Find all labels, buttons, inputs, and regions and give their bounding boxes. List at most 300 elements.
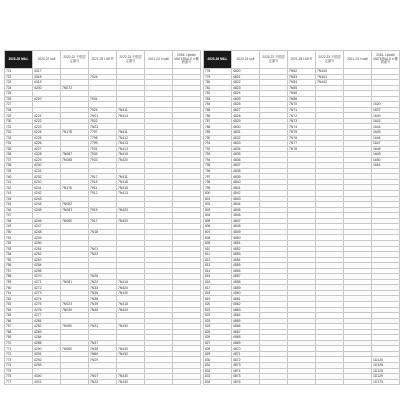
left-table-cell: 728 — [5, 107, 33, 113]
right-table-cell: 4865 — [232, 318, 260, 324]
left-table-cell: 7N412 — [117, 135, 145, 141]
right-table-cell: 4842 — [232, 191, 260, 197]
left-table-cell: 734 — [5, 141, 33, 147]
left-table-cell: 748 — [5, 218, 33, 224]
right-table-cell — [260, 379, 288, 385]
left-table-cell: 721 — [5, 69, 33, 75]
right-table-cell: 778 — [204, 69, 232, 75]
left-table-cell: 4251 — [33, 246, 61, 252]
left-table-cell: 7911 — [89, 185, 117, 191]
left-table-cell: 7912 — [89, 191, 117, 197]
right-table-cell: 4850 — [232, 235, 260, 241]
right-table-cell: 4824 — [232, 91, 260, 97]
right-table-cell: 815 — [204, 274, 232, 280]
left-table-cell: 4250 — [33, 240, 61, 246]
left-table-cell: 4291 — [33, 351, 61, 357]
right-table-cell: 4852 — [232, 246, 260, 252]
right-table-cell: 780 — [204, 80, 232, 86]
left-table-cell: 4221 — [33, 113, 61, 119]
right-table-cell: 4849 — [232, 229, 260, 235]
left-table-cell: 4285 — [33, 340, 61, 346]
left-table-cell: 742 — [5, 185, 33, 191]
left-table-cell: 749 — [5, 224, 33, 230]
left-table-cell: 4200 — [33, 85, 61, 91]
left-table-cell: 747 — [5, 213, 33, 219]
right-table-cell: 816 — [204, 279, 232, 285]
right-table-cell: 790 — [204, 135, 232, 141]
left-table-cell: 4243 — [33, 196, 61, 202]
left-table-cell: 4255 — [33, 268, 61, 274]
left-table-cell: 7797 — [89, 130, 117, 136]
left-table-cell: 4274 — [33, 296, 61, 302]
right-table-header-row — [204, 51, 400, 69]
left-table-cell: 7N36 — [89, 290, 117, 296]
left-table-cell: 7N080 — [61, 346, 89, 352]
left-table-header-row — [5, 51, 201, 69]
left-table-cell: 4318 — [33, 74, 61, 80]
left-table-cell: 7N420 — [117, 285, 145, 291]
left-table-cell: 7932 — [89, 152, 117, 158]
left-header-cell: 2020-22 soft — [33, 51, 61, 69]
right-table-cell: 4848 — [232, 224, 260, 230]
right-table-cell: 811 — [204, 252, 232, 258]
right-table-cell: 4838 — [232, 168, 260, 174]
right-table-cell: 813 — [204, 263, 232, 269]
right-table-cell: 794 — [204, 157, 232, 163]
right-table-cell: 4846 — [232, 213, 260, 219]
right-table-cell: 4869 — [232, 340, 260, 346]
right-table-cell: 799 — [204, 185, 232, 191]
right-table-cell: 7N71 — [288, 107, 316, 113]
right-header-cell: 2020-22 soft — [232, 51, 260, 69]
right-table-cell: 831 — [204, 362, 232, 368]
left-table-cell: 7N430 — [117, 290, 145, 296]
left-table-cell: 730 — [5, 118, 33, 124]
left-table-cell: 7924 — [89, 107, 117, 113]
left-table-cell: 7N420 — [117, 307, 145, 313]
right-table-cell: 796 — [204, 168, 232, 174]
left-table-cell: 775 — [5, 368, 33, 374]
right-table-cell: 814 — [204, 268, 232, 274]
left-table-cell: 735 — [5, 146, 33, 152]
left-table-cell: 4253 — [33, 257, 61, 263]
left-table-cell: 7N411 — [117, 130, 145, 136]
left-table-cell: 4319 — [33, 80, 61, 86]
right-table-cell: 829 — [204, 351, 232, 357]
right-table-cell: 4835 — [232, 152, 260, 158]
left-table-cell: 7N411 — [117, 107, 145, 113]
right-table-cell: 783 — [204, 96, 232, 102]
left-table-cell: 4230 — [33, 163, 61, 169]
left-table-cell: 7N081 — [61, 279, 89, 285]
left-table-cell: 4220 — [33, 96, 61, 102]
left-table-cell: 741 — [5, 179, 33, 185]
right-table-cell: 1D126 — [372, 362, 400, 368]
left-table-cell: 7N413 — [117, 113, 145, 119]
left-table-cell: 4273 — [33, 290, 61, 296]
right-header-cell: 2021-25 LIGHT — [288, 51, 316, 69]
left-table-cell: 769 — [5, 335, 33, 341]
right-table-cell: 4871 — [232, 351, 260, 357]
right-table-cell: 4831 — [232, 130, 260, 136]
right-table-cell: 4823 — [232, 85, 260, 91]
right-table-cell: 7N56 — [288, 91, 316, 97]
left-table-cell: 7N419 — [117, 152, 145, 158]
right-table-cell: 4833 — [232, 141, 260, 147]
left-table-cell: 4231 — [33, 168, 61, 174]
right-table-cell: 800 — [204, 191, 232, 197]
right-table-cell: 4820 — [232, 69, 260, 75]
left-table-cell: 7N420 — [117, 157, 145, 163]
right-table-cell: 4834 — [232, 146, 260, 152]
right-table-cell: 1646 — [372, 135, 400, 141]
left-header-cell: 2023-26 MILL — [5, 51, 33, 69]
right-table-cell: 807 — [204, 229, 232, 235]
left-table-cell: 723 — [5, 80, 33, 86]
right-table-cell: 793 — [204, 152, 232, 158]
left-table-cell: 766 — [5, 318, 33, 324]
right-table-cell: 4830 — [232, 124, 260, 130]
left-table-cell: 4300 — [33, 374, 61, 380]
left-table-cell: 7798 — [89, 135, 117, 141]
left-table-cell: 7N083 — [61, 207, 89, 213]
right-table-cell: 4862 — [232, 301, 260, 307]
left-table-cell: 4224 — [33, 130, 61, 136]
right-table-cell: 4873 — [232, 362, 260, 368]
right-table-cell: 822 — [204, 313, 232, 319]
right-table-cell: 4854 — [232, 257, 260, 263]
right-table-cell: 1620 — [372, 102, 400, 108]
left-table-cell: 4275 — [33, 301, 61, 307]
left-table-cell: 7915 — [89, 207, 117, 213]
right-table-cell: 789 — [204, 130, 232, 136]
left-table-cell: 4292 — [33, 357, 61, 363]
left-table-cell: 7N176 — [61, 185, 89, 191]
right-table-cell: 830 — [204, 357, 232, 363]
right-table-cell: 4856 — [232, 268, 260, 274]
left-table-cell: 7N087 — [61, 152, 89, 158]
right-table-cell: 7N70 — [288, 102, 316, 108]
left-table-cell: 7N26 — [89, 274, 117, 280]
left-table-cell: 724 — [5, 85, 33, 91]
right-table-row — [204, 379, 400, 385]
right-table-cell: 7N54 — [288, 80, 316, 86]
left-table-cell: 7N420 — [117, 218, 145, 224]
right-table-cell: 804 — [204, 213, 232, 219]
left-table — [4, 50, 201, 385]
right-table-cell: 7N53 — [288, 74, 316, 80]
left-table-cell: 750 — [5, 229, 33, 235]
right-table-cell: 4825 — [232, 96, 260, 102]
left-table-cell: 7N07 — [89, 374, 117, 380]
right-table-cell: 787 — [204, 118, 232, 124]
left-table-cell: 4226 — [33, 141, 61, 147]
right-table-cell: 4858 — [232, 279, 260, 285]
right-table-cell: 779 — [204, 74, 232, 80]
left-table-cell: 7N430 — [117, 324, 145, 330]
right-table-cell: 4832 — [232, 135, 260, 141]
left-table-cell: 759 — [5, 279, 33, 285]
right-table-cell: 826 — [204, 335, 232, 341]
right-table-cell: 791 — [204, 141, 232, 147]
left-table-cell: 762 — [5, 296, 33, 302]
right-table-cell: 4836 — [232, 157, 260, 163]
left-table-cell: 7N416 — [117, 279, 145, 285]
left-table-cell: 758 — [5, 274, 33, 280]
right-table-cell: 832 — [204, 368, 232, 374]
right-table-cell: 810 — [204, 246, 232, 252]
right-table-cell: 4826 — [232, 102, 260, 108]
left-table-cell: 7N072 — [61, 85, 89, 91]
left-table-cell: 732 — [5, 130, 33, 136]
right-table-cell: 7N74 — [288, 124, 316, 130]
right-table-cell: 4857 — [232, 274, 260, 280]
right-table-cell: 824 — [204, 324, 232, 330]
left-header-cell: 2020-22 不燃認定番号 — [61, 51, 89, 69]
left-table-cell: 756 — [5, 263, 33, 269]
left-table-cell: 752 — [5, 240, 33, 246]
right-table-cell: 1651 — [372, 163, 400, 169]
right-table-cell: 817 — [204, 285, 232, 291]
left-table-cell: 754 — [5, 252, 33, 258]
left-table-cell: 776 — [5, 374, 33, 380]
left-table-cell: 7N418 — [117, 301, 145, 307]
right-table-cell: 806 — [204, 224, 232, 230]
right-table-cell: 785 — [204, 107, 232, 113]
left-table-cell: 4252 — [33, 252, 61, 258]
left-table-cell: 7N29 — [89, 357, 117, 363]
left-header-cell: 2022-23 不燃認定番号 — [117, 51, 145, 69]
left-table-cell: 7N38 — [89, 296, 117, 302]
left-table-cell: 4270 — [33, 274, 61, 280]
right-table-cell: 812 — [204, 257, 232, 263]
right-table-cell: 820 — [204, 301, 232, 307]
right-table-cell: 4876 — [232, 379, 260, 385]
left-table-cell: 7N023 — [61, 301, 89, 307]
right-table-cell: 4821 — [232, 74, 260, 80]
left-table-cell: 4254 — [33, 263, 61, 269]
left-table-cell: 4245 — [33, 207, 61, 213]
left-table-cell: 765 — [5, 313, 33, 319]
left-table-cell: 4249 — [33, 235, 61, 241]
right-table-cell: 1650 — [372, 157, 400, 163]
left-table-cell: 7N39 — [89, 301, 117, 307]
left-table-cell: 4241 — [33, 185, 61, 191]
left-table-cell: 4232 — [33, 174, 61, 180]
right-table-cell: 827 — [204, 340, 232, 346]
left-table-cell: 763 — [5, 301, 33, 307]
right-table-cell: 4867 — [232, 329, 260, 335]
right-table-cell: 4853 — [232, 252, 260, 258]
left-table-cell: 764 — [5, 307, 33, 313]
right-table-cell: 4874 — [232, 368, 260, 374]
left-table-cell: 4283 — [33, 329, 61, 335]
right-table-cell: 801 — [204, 196, 232, 202]
right-table-cell — [316, 379, 344, 385]
right-table-cell — [288, 379, 316, 385]
left-table-cell: 7799 — [89, 141, 117, 147]
left-table-cell — [173, 379, 201, 385]
left-table-cell: 7933 — [89, 157, 117, 163]
left-table-cell: 7N430 — [117, 346, 145, 352]
left-table-cell: 768 — [5, 329, 33, 335]
left-table-cell: 4228 — [33, 152, 61, 158]
right-table-cell: 805 — [204, 218, 232, 224]
right-table-cell: 7N442 — [316, 80, 344, 86]
left-table-cell: 7922 — [89, 118, 117, 124]
left-table-cell: 4271 — [33, 279, 61, 285]
left-table-cell: 7931 — [89, 96, 117, 102]
right-table-cell: 7N75 — [288, 130, 316, 136]
left-table-cell: 4317 — [33, 69, 61, 75]
right-table-cell — [344, 379, 372, 385]
right-table-cell: 1647 — [372, 141, 400, 147]
right-table-cell: 4829 — [232, 118, 260, 124]
left-header-cell: 2021-25 LIGHT — [89, 51, 117, 69]
right-table-cell: 4864 — [232, 313, 260, 319]
left-table-cell: 7N40 — [89, 307, 117, 313]
right-table-cell: 823 — [204, 318, 232, 324]
right-table-cell: 4828 — [232, 113, 260, 119]
right-table-cell: 818 — [204, 290, 232, 296]
left-table-cell: 770 — [5, 340, 33, 346]
left-table-cell: 722 — [5, 74, 33, 80]
right-header-cell: 2020-22 不燃認定番号 — [260, 51, 288, 69]
right-table-cell: 1649 — [372, 152, 400, 158]
left-table-cell: 7N415 — [117, 185, 145, 191]
right-table-cell: 4851 — [232, 240, 260, 246]
left-table-cell: 7N418 — [117, 179, 145, 185]
right-table-cell: 7N440 — [316, 69, 344, 75]
right-table-cell: 1D170 — [372, 379, 400, 385]
right-table-cell: 4847 — [232, 218, 260, 224]
right-table-cell: 1D120 — [372, 357, 400, 363]
left-table-cell: 773 — [5, 357, 33, 363]
left-header-cell: 2016- Lijoslin MATERIALS n 難燃番号 — [173, 51, 201, 69]
left-table-cell: 7N414 — [117, 146, 145, 152]
left-table-cell: 4293 — [33, 362, 61, 368]
left-table-cell: 4272 — [33, 285, 61, 291]
left-table-cell: 7024 — [89, 74, 117, 80]
left-table-cell: 4290 — [33, 346, 61, 352]
left-table-cell: 7N178 — [61, 130, 89, 136]
right-table-cell: 786 — [204, 113, 232, 119]
left-table-cell: 726 — [5, 96, 33, 102]
left-table-cell: 7N413 — [117, 191, 145, 197]
left-table-cell: 7N411 — [117, 174, 145, 180]
right-table-cell: 781 — [204, 85, 232, 91]
right-table-cell: 4827 — [232, 107, 260, 113]
right-table-cell: 1640 — [372, 113, 400, 119]
left-table-cell: 733 — [5, 135, 33, 141]
left-table-cell: 4281 — [33, 318, 61, 324]
left-table-cell: 727 — [5, 102, 33, 108]
left-table-cell: 772 — [5, 351, 33, 357]
right-header-cell: 2022-23 不燃認定番号 — [316, 51, 344, 69]
left-table-cell: 7N413 — [117, 141, 145, 147]
right-table-cell: 4868 — [232, 335, 260, 341]
right-table-cell: 797 — [204, 174, 232, 180]
left-table-cell: 7N38 — [89, 346, 117, 352]
left-table-cell: 757 — [5, 268, 33, 274]
right-table-cell: 7N77 — [288, 141, 316, 147]
right-table-body — [204, 69, 400, 385]
left-table-cell: 7N420 — [117, 207, 145, 213]
right-table-cell: 4860 — [232, 290, 260, 296]
right-table — [203, 50, 400, 385]
right-header-cell: 2023-26 MILL — [204, 51, 232, 69]
right-table-cell: 821 — [204, 307, 232, 313]
left-table-cell: 777 — [5, 379, 33, 385]
right-header-cell: 2016- Lijoslin MATERIALS n 難燃番号 — [372, 51, 400, 69]
left-table-cell: 7N080 — [61, 324, 89, 330]
left-table-cell: 737 — [5, 157, 33, 163]
right-table-cell: 828 — [204, 346, 232, 352]
right-table-cell: 833 — [204, 374, 232, 380]
left-table-cell: 4276 — [33, 307, 61, 313]
left-table-cell: 738 — [5, 163, 33, 169]
left-table-cell: 4227 — [33, 146, 61, 152]
left-table-cell: 7N33 — [89, 285, 117, 291]
left-table-cell: 774 — [5, 362, 33, 368]
left-table-cell: 4222 — [33, 118, 61, 124]
left-table-cell: 7N082 — [61, 202, 89, 208]
left-table-cell: 4284 — [33, 335, 61, 341]
left-table-cell: 4282 — [33, 324, 61, 330]
right-table-cell: 4843 — [232, 196, 260, 202]
right-table-cell: 4839 — [232, 174, 260, 180]
left-table-cell: 4242 — [33, 191, 61, 197]
right-table-cell: 809 — [204, 240, 232, 246]
right-table-cell: 795 — [204, 163, 232, 169]
right-table-cell: 4870 — [232, 346, 260, 352]
left-table-cell: 767 — [5, 324, 33, 330]
left-table-cell: 7931 — [89, 146, 117, 152]
right-table-cell: 1637 — [372, 107, 400, 113]
right-table-cell: 7N58 — [288, 96, 316, 102]
left-table-cell: 760 — [5, 285, 33, 291]
left-table-cell: 4240 — [33, 179, 61, 185]
left-table-cell: 7N22 — [89, 252, 117, 258]
right-table-cell: 1645 — [372, 130, 400, 136]
left-table-cell: 7N430 — [117, 374, 145, 380]
left-table-cell: 7N01 — [89, 246, 117, 252]
left-table-cell: 7918 — [89, 179, 117, 185]
left-table-cell: 4225 — [33, 135, 61, 141]
left-table-cell: 761 — [5, 290, 33, 296]
left-table-cell: 7N088 — [61, 157, 89, 163]
left-table-cell: 746 — [5, 207, 33, 213]
left-table-cell: 744 — [5, 196, 33, 202]
left-table-cell: 7N430 — [117, 351, 145, 357]
right-table-cell: 4861 — [232, 296, 260, 302]
right-table-cell: 792 — [204, 146, 232, 152]
right-table-cell: 7N73 — [288, 118, 316, 124]
left-table-cell: 739 — [5, 168, 33, 174]
left-table-row — [5, 379, 201, 385]
right-table-cell: 4859 — [232, 285, 260, 291]
right-table-cell: 7N441 — [316, 74, 344, 80]
left-table-cell: 4229 — [33, 157, 61, 163]
right-table-cell: 1642 — [372, 118, 400, 124]
right-table-cell: 7N78 — [288, 146, 316, 152]
left-table-cell: 725 — [5, 91, 33, 97]
right-table-cell: 4863 — [232, 307, 260, 313]
right-table-cell: 808 — [204, 235, 232, 241]
left-table-cell: 743 — [5, 191, 33, 197]
left-table-cell: 4246 — [33, 218, 61, 224]
right-table-cell: 4841 — [232, 185, 260, 191]
